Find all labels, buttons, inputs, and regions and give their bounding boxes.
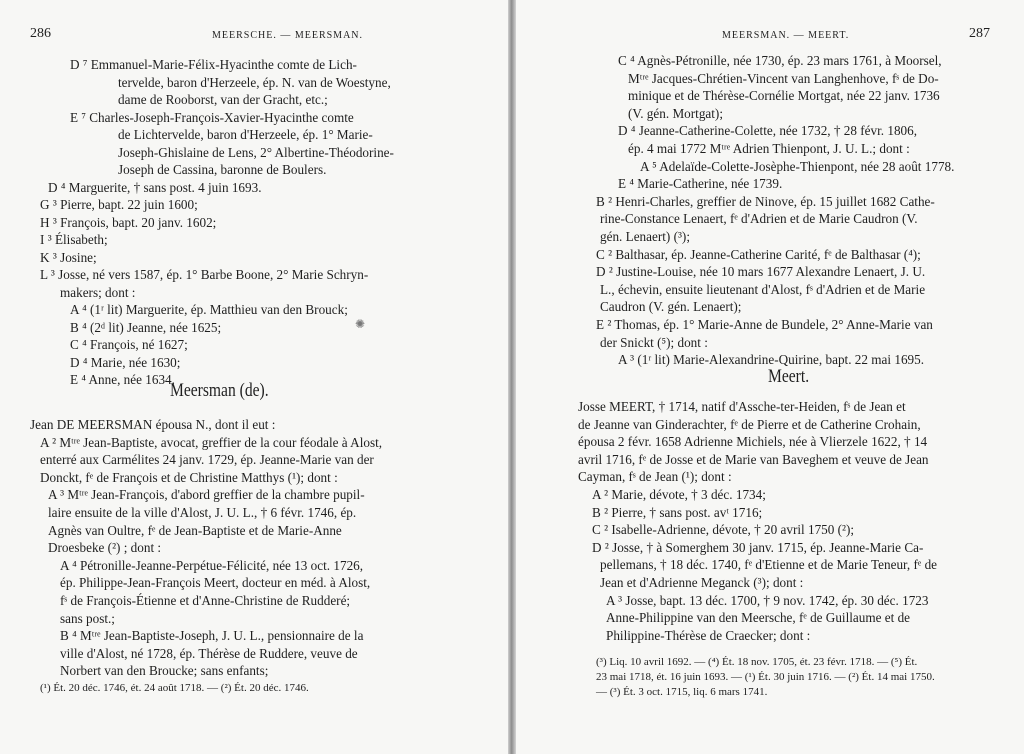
text-line: K ³ Josine; <box>40 249 97 265</box>
text-line: tervelde, baron d'Herzeele, ép. N. van de Woestyne, <box>118 74 391 90</box>
text-line: ville d'Alost, né 1728, ép. Thérèse de Ruddere, veuve de <box>60 645 358 661</box>
text-line: avril 1716, fᵉ de Josse et de Marie van Baveghem et veuve de Jean <box>578 451 929 467</box>
text-line: A ³ Josse, bapt. 13 déc. 1700, † 9 nov. 1742, ép. 30 déc. 1723 <box>606 592 929 608</box>
left-page <box>0 0 508 754</box>
text-line: E ² Thomas, ép. 1° Marie-Anne de Bundele, 2° Anne-Marie van <box>596 317 933 332</box>
text-line: L ³ Josse, né vers 1587, ép. 1° Barbe Boone, 2° Marie Schryn- <box>40 267 369 282</box>
right-page <box>516 0 1024 754</box>
text-line: Mᵗʳᵉ Jacques-Chrétien-Vincent van Langhenhove, fˢ de Do- <box>628 70 939 86</box>
text-line: fˢ de François-Étienne et d'Anne-Christine de Rudderé; <box>60 593 351 608</box>
text-line: A ⁵ Adelaïde-Colette-Josèphe-Thienpont, née 28 août 1778. <box>640 158 955 174</box>
text-line: C ² Isabelle-Adrienne, dévote, † 20 avril 1750 (²); <box>592 522 855 538</box>
text-line: I ³ Élisabeth; <box>40 232 108 247</box>
text-block <box>0 0 508 754</box>
section-title: Meert. <box>768 366 810 387</box>
text-line: A ³ Mᵗʳᵉ Jean-François, d'abord greffier de la chambre pupil- <box>48 487 365 503</box>
text-line: ép. 4 mai 1772 Mᵗʳᵉ Adrien Thienpont, J. U. L.; dont : <box>628 141 910 156</box>
text-line: minique et de Thérèse-Cornélie Mortgat, née 22 janv. 1736 <box>628 88 940 104</box>
text-line: der Snickt (⁵); dont : <box>600 334 708 350</box>
printer-ornament-icon: ✺ <box>355 317 366 331</box>
text-line: B ⁴ Mᵗʳᵉ Jean-Baptiste-Joseph, J. U. L., pensionnaire de la <box>60 628 364 644</box>
footnote: 23 mai 1718, ét. 16 juin 1693. — (¹) Ét. 30 juin 1716. — (²) Ét. 14 mai 1750. <box>596 671 935 683</box>
text-line: de Jeanne van Ginderachter, fᵉ de Pierre et de Catherine Crohain, <box>578 416 921 432</box>
text-line: rine-Constance Lenaert, fᵉ d'Adrien et de Marie Caudron (V. <box>600 211 918 227</box>
text-line: dame de Rooborst, van der Gracht, etc.; <box>118 92 328 107</box>
text-line: C ⁴ François, né 1627; <box>70 337 188 352</box>
text-line: B ² Henri-Charles, greffier de Ninove, ép. 15 juillet 1682 Cathe- <box>596 193 935 209</box>
text-line: Norbert van den Broucke; sans enfants; <box>60 663 269 679</box>
text-line: C ² Balthasar, ép. Jeanne-Catherine Carité, fᵉ de Balthasar (⁴); <box>596 246 921 262</box>
text-line: Jean et d'Adrienne Meganck (³); dont : <box>600 575 804 590</box>
text-line: A ³ (1ʳ lit) Marie-Alexandrine-Quirine, bapt. 22 mai 1695. <box>618 352 925 368</box>
text-line: G ³ Pierre, bapt. 22 juin 1600; <box>40 197 198 212</box>
running-head: MEERSCHE. — MEERSMAN. <box>212 30 364 41</box>
text-line: laire ensuite de la ville d'Alost, J. U. L., † 6 févr. 1746, ép. <box>48 505 357 520</box>
text-line: Donckt, fᵉ de François et de Christine Matthys (¹); dont : <box>40 469 338 485</box>
text-line: gén. Lenaert) (³); <box>600 229 690 244</box>
footnote: — (³) Ét. 3 oct. 1715, liq. 6 mars 1741. <box>596 686 768 698</box>
text-line: E ⁴ Marie-Catherine, née 1739. <box>618 176 783 192</box>
text-line: D ⁷ Emmanuel-Marie-Félix-Hyacinthe comte de Lich- <box>70 57 357 72</box>
text-line: A ⁴ (1ʳ lit) Marguerite, ép. Matthieu van den Brouck; <box>70 302 348 317</box>
text-line: D ⁴ Jeanne-Catherine-Colette, née 1732, † 28 févr. 1806, <box>618 123 918 139</box>
footnote: (³) Liq. 10 avril 1692. — (⁴) Ét. 18 nov. 1705, ét. 23 févr. 1718. — (⁵) Ét. <box>596 656 918 668</box>
text-line: B ⁴ (2ᵈ lit) Jeanne, née 1625; <box>70 319 222 335</box>
text-line: C ⁴ Agnès-Pétronille, née 1730, ép. 23 mars 1761, à Moorsel, <box>618 53 942 68</box>
text-line: Cayman, fˢ de Jean (¹); dont : <box>578 469 732 485</box>
text-line: ép. Philippe-Jean-François Meert, docteur en méd. à Alost, <box>60 575 371 591</box>
text-line: Jean DE MEERSMAN épousa N., dont il eut : <box>30 417 276 432</box>
page-number: 287 <box>969 26 990 41</box>
running-head: MEERSMAN. — MEERT. <box>722 30 850 41</box>
text-line: Joseph de Cassina, baronne de Boulers. <box>118 162 327 177</box>
footnote: (¹) Ét. 20 déc. 1746, ét. 24 août 1718. — (²) Ét. 20 déc. 1746. <box>40 682 309 694</box>
text-line: Agnès van Oultre, fᵉ de Jean-Baptiste et de Marie-Anne <box>48 522 342 538</box>
book-gutter <box>508 0 516 754</box>
text-line: E ⁷ Charles-Joseph-François-Xavier-Hyacinthe comte <box>70 109 354 125</box>
text-line: Josse MEERT, † 1714, natif d'Assche-ter-Heiden, fˢ de Jean et <box>578 399 906 414</box>
text-line: A ² Marie, dévote, † 3 déc. 1734; <box>592 487 766 502</box>
text-line: Caudron (V. gén. Lenaert); <box>600 299 742 315</box>
text-line: B ² Pierre, † sans post. avᵗ 1716; <box>592 504 763 520</box>
text-line: enterré aux Carmélites 24 janv. 1729, ép. Jeanne-Marie van der <box>40 452 374 468</box>
text-line: makers; dont : <box>60 284 136 300</box>
text-line: sans post.; <box>60 610 115 626</box>
text-line: E ⁴ Anne, née 1634. <box>70 372 175 387</box>
text-line: Philippine-Thérèse de Craecker; dont : <box>606 627 811 643</box>
text-line: D ⁴ Marie, née 1630; <box>70 354 181 370</box>
text-line: L., échevin, ensuite lieutenant d'Alost, fˢ d'Adrien et de Marie <box>600 281 926 297</box>
text-line: pellemans, † 18 déc. 1740, fᵉ d'Etienne et de Marie Teneur, fᵉ de <box>600 557 938 573</box>
text-line: de Lichtervelde, baron d'Herzeele, ép. 1° Marie- <box>118 127 373 142</box>
text-line: Anne-Philippine van den Meersche, fᵉ de Guillaume et de <box>606 610 911 626</box>
section-title: Meersman (de). <box>170 380 269 401</box>
text-line: D ⁴ Marguerite, † sans post. 4 juin 1693. <box>48 179 262 195</box>
text-line: D ² Josse, † à Somerghem 30 janv. 1715, ép. Jeanne-Marie Ca- <box>592 539 924 555</box>
text-line: A ² Mᵗʳᵉ Jean-Baptiste, avocat, greffier de la cour féodale à Alost, <box>40 434 383 450</box>
text-line: A ⁴ Pétronille-Jeanne-Perpétue-Félicité, née 13 oct. 1726, <box>60 557 364 573</box>
text-line: Joseph-Ghislaine de Lens, 2° Albertine-Théodorine- <box>118 144 394 160</box>
text-line: (V. gén. Mortgat); <box>628 105 723 121</box>
text-line: H ³ François, bapt. 20 janv. 1602; <box>40 214 217 230</box>
text-line: D ² Justine-Louise, née 10 mars 1677 Alexandre Lenaert, J. U. <box>596 264 926 280</box>
text-line: Droesbeke (²) ; dont : <box>48 540 162 556</box>
page-number: 286 <box>30 26 51 41</box>
text-line: épousa 2 févr. 1658 Adrienne Michiels, née à Vlierzele 1622, † 14 <box>578 434 928 450</box>
